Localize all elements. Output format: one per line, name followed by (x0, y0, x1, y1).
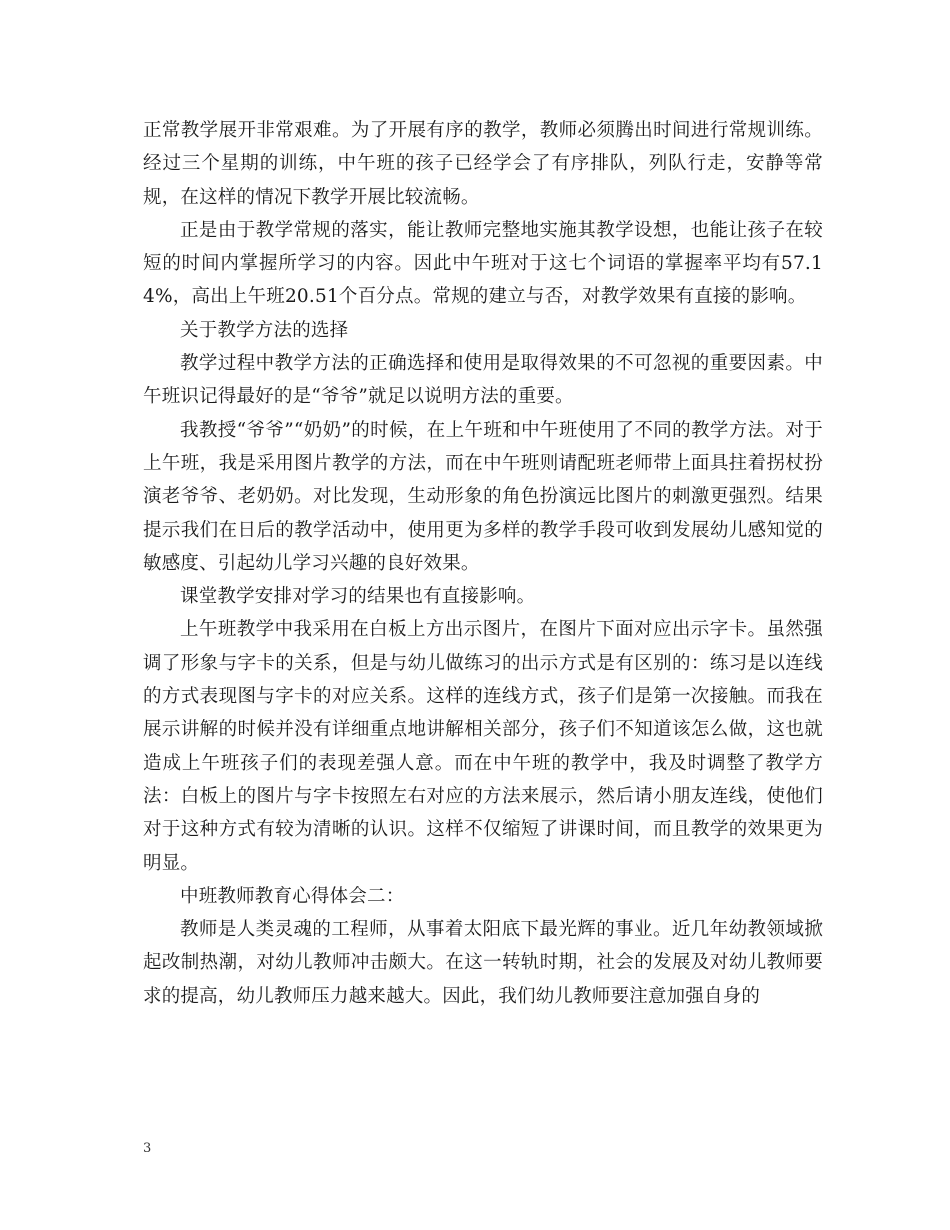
body-paragraph-3: 教学过程中教学方法的正确选择和使用是取得效果的不可忽视的重要因素。中午班识记得最好的是“爷爷”就足以说明方法的重要。 (143, 353, 823, 408)
body-paragraph-7: 教师是人类灵魂的工程师，从事着太阳底下最光辉的事业。近几年幼教领域掀起改制热潮，对幼儿教师冲击颇大。在这一转轨时期，社会的发展及对幼儿教师要求的提高，幼儿教师压力越来越大。因此，我们幼儿教师要注意加强自身的 (143, 919, 823, 1007)
section-heading-teaching-methods: 关于教学方法的选择 (180, 319, 349, 341)
body-paragraph-6: 上午班教学中我采用在白板上方出示图片，在图片下面对应出示字卡。虽然强调了形象与字卡的关系，但是与幼儿做练习的出示方式是有区别的：练习是以连线的方式表现图与字卡的对应关系。这样的连线方式，孩子们是第一次接触。而我在展示讲解的时候并没有详细重点地讲解相关部分，孩子们不知道该怎么做，这也就造成上午班孩子们的表现差强人意。而在中午班的教学中，我及时调整了教学方法：白板上的图片与字卡按照左右对应的方法来展示，然后请小朋友连线，使他们对于这种方式有较为清晰的认识。这样不仅缩短了讲课时间，而且教学的效果更为明显。 (143, 619, 823, 874)
body-paragraph-1: 正常教学展开非常艰难。为了开展有序的教学，教师必须腾出时间进行常规训练。经过三个星期的训练，中午班的孩子已经学会了有序排队，列队行走，安静等常规，在这样的情况下教学开展比较流畅。 (143, 120, 823, 208)
page-number: 3 (143, 1141, 152, 1156)
section-heading-second-reflection: 中班教师教育心得体会二： (180, 885, 405, 907)
body-paragraph-4: 我教授“爷爷”“奶奶”的时候，在上午班和中午班使用了不同的教学方法。对于上午班，我是采用图片教学的方法，而在中午班则请配班老师带上面具拄着拐杖扮演老爷爷、老奶奶。对比发现，生动形象的角色扮演远比图片的刺激更强烈。结果提示我们在日后的教学活动中，使用更为多样的教学手段可收到发展幼儿感知觉的敏感度、引起幼儿学习兴趣的良好效果。 (143, 419, 823, 574)
document-body (143, 114, 823, 1013)
body-paragraph-2: 正是由于教学常规的落实，能让教师完整地实施其教学设想，也能让孩子在较短的时间内掌握所学习的内容。因此中午班对于这七个词语的掌握率平均有57.14%，高出上午班20.51个百分点。常规的建立与否，对教学效果有直接的影响。 (143, 219, 823, 308)
body-paragraph-5: 课堂教学安排对学习的结果也有直接影响。 (180, 586, 536, 608)
